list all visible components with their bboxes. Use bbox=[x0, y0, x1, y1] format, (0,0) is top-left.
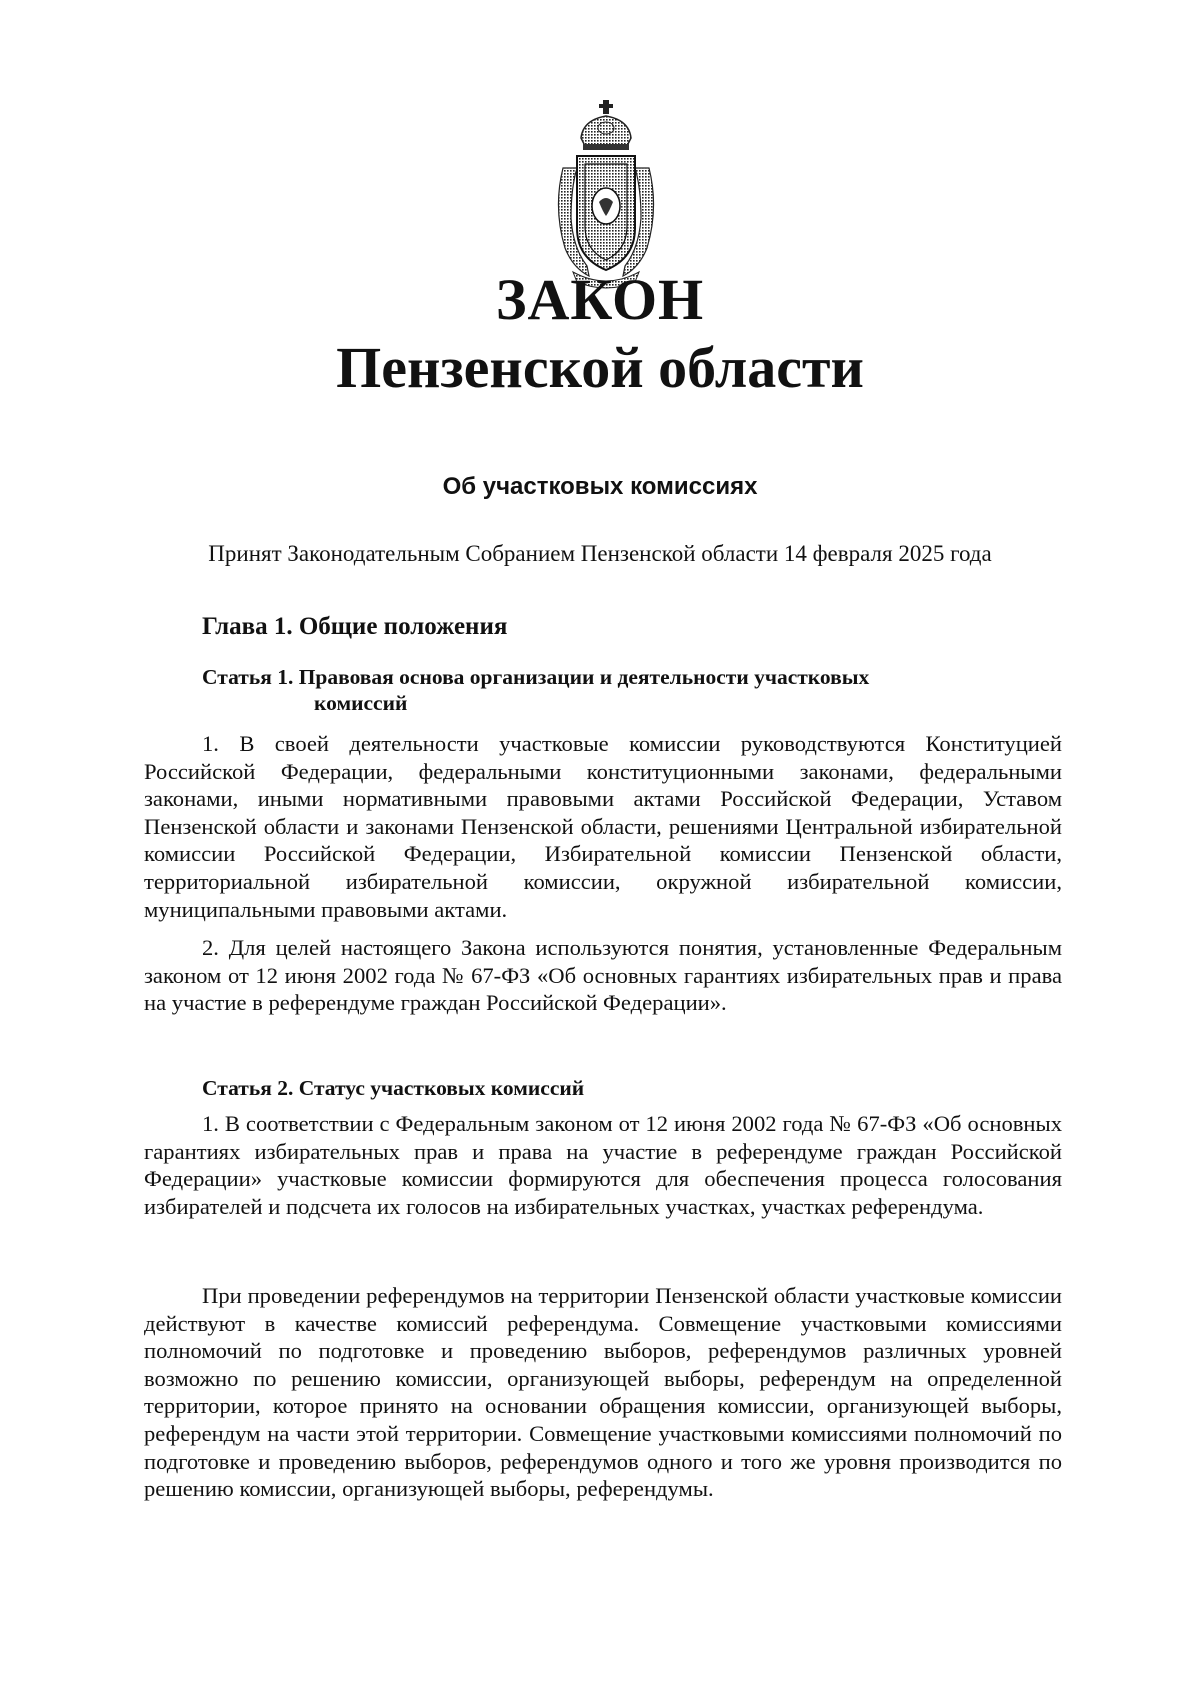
article-2-title: Статья 2. Статус участковых комиссий bbox=[202, 1076, 585, 1100]
article-1-title-line2: комиссий bbox=[314, 691, 408, 715]
document-heading: Об участковых комиссиях bbox=[442, 473, 758, 500]
article-1-title bbox=[202, 664, 1022, 716]
adoption-line: Принят Законодательным Собранием Пензенской области 14 февраля 2025 года bbox=[208, 541, 992, 566]
article-1-paragraph-1: 1. В своей деятельности участковые комиссии руководствуются Конституцией Российской Федерации, федеральными конституционными законами, федеральными законами, иными нормативными правовыми актами Российской Федерации, Уставом Пензенской области и законами Пензенской области, решениями Центральной избирательной комиссии Российской Федерации, Избирательной комиссии Пензенской области, территориальной избирательной комиссии, окружной избирательной комиссии, муниципальными правовыми актами. bbox=[144, 731, 1062, 922]
law-region-subtitle: Пензенской области bbox=[336, 335, 864, 400]
law-title: ЗАКОН bbox=[495, 267, 705, 332]
article-1-title-line1: Статья 1. Правовая основа организации и деятельности участковых bbox=[202, 665, 870, 689]
article-2-paragraph-2: При проведении референдумов на территории Пензенской области участковые комиссии действуют в качестве комиссий референдума. Совмещение участковыми комиссиями полномочий по подготовке и проведению выборов, референдумов различных уровней возможно по решению комиссии, организующей выборы, референдум на определенной территории, которое принято на основании обращения комиссии, организующей выборы, референдум на части этой территории. Совмещение участковыми комиссиями полномочий по подготовке и проведению выборов, референдумов одного и того же уровня производится по решению комиссии, организующей выборы, референдумы. bbox=[144, 1283, 1062, 1502]
chapter-1-heading: Глава 1. Общие положения bbox=[202, 613, 508, 640]
coat-of-arms-emblem bbox=[543, 98, 669, 290]
article-2-paragraph-1: 1. В соответствии с Федеральным законом от 12 июня 2002 года № 67-ФЗ «Об основных гарантиях избирательных прав и права на участие в референдуме граждан Российской Федерации» участковые комиссии формируются для обеспечения процесса голосования избирателей и подсчета их голосов на избирательных участках, участках референдума. bbox=[144, 1111, 1062, 1219]
article-1-paragraph-2: 2. Для целей настоящего Закона используются понятия, установленные Федеральным законом от 12 июня 2002 года № 67-ФЗ «Об основных гарантиях избирательных прав и права на участие в референдуме граждан Российской Федерации». bbox=[144, 935, 1062, 1016]
